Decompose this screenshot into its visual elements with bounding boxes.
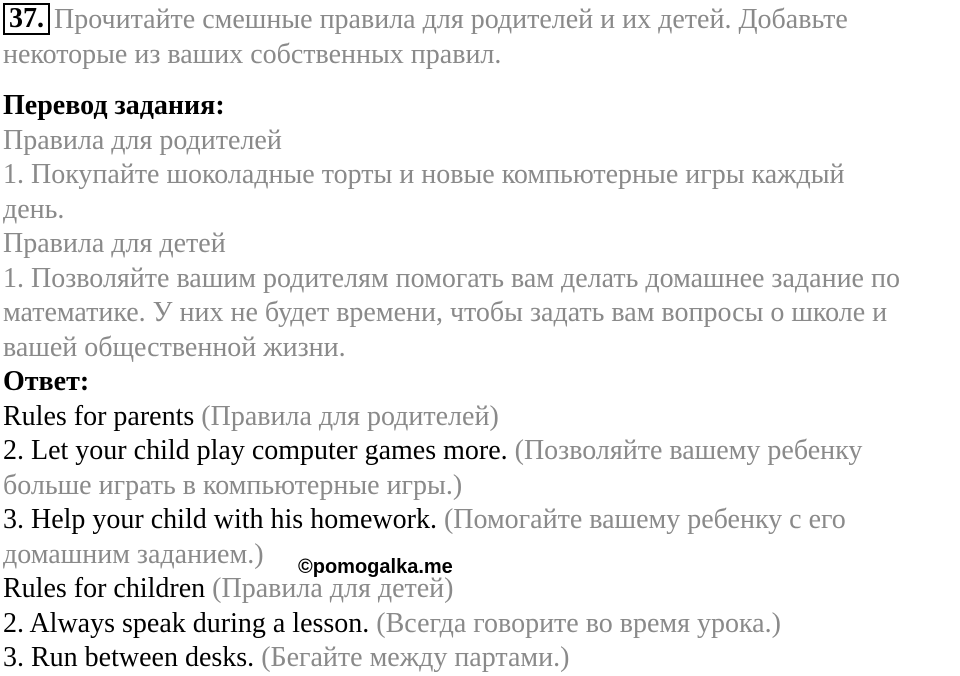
translation-parents-title: Правила для родителей bbox=[3, 124, 282, 156]
answer-heading: Ответ: bbox=[3, 366, 90, 397]
answer-children-title-ru: (Правила для детей) bbox=[212, 573, 454, 604]
answer-children-rule3-en: 3. Run between desks. bbox=[3, 642, 255, 673]
translation-children-title: Правила для детей bbox=[3, 228, 226, 259]
answer-parents-rule2-ru-2: больше играть в компьютерные игры.) bbox=[3, 469, 463, 501]
exercise-page bbox=[3, 3, 958, 676]
answer-children-rule3 bbox=[3, 641, 958, 676]
answer-parents-rule3-en: 3. Help your child with his homework. bbox=[3, 504, 437, 535]
answer-children-rule3-ru: (Бегайте между партами.) bbox=[261, 642, 570, 673]
task-text-1: Прочитайте смешные правила для родителей и их детей. Добавьте bbox=[54, 4, 848, 35]
answer-parents-rule3 bbox=[3, 503, 958, 538]
site-watermark: ©pomogalka.me bbox=[298, 556, 453, 578]
answer-children-title-en: Rules for children bbox=[3, 573, 206, 604]
answer-parents-title-ru: (Правила для родителей) bbox=[201, 400, 499, 432]
answer-parents-title bbox=[3, 400, 958, 435]
translation-parents-rule1-line1: 1. Покупайте шоколадные торты и новые компьютерные игры каждый bbox=[3, 159, 845, 190]
answer-children-title bbox=[3, 572, 958, 607]
task-number-badge: 37. bbox=[3, 3, 50, 35]
answer-children-rule2-en: 2. Always speak during a lesson. bbox=[3, 607, 370, 639]
answer-parents-rule2-ru-1: (Позволяйте вашему ребенку bbox=[514, 435, 863, 466]
translation-children-rule1-line3: вашей общественной жизни. bbox=[3, 331, 346, 363]
task-line-1 bbox=[3, 3, 958, 38]
answer-parents-title-en: Rules for parents bbox=[3, 400, 195, 432]
answer-parents-rule3-ru-2: домашним заданием.) bbox=[3, 538, 264, 570]
answer-children-rule2 bbox=[3, 607, 958, 642]
translation-children-rule1-line2: математике. У них не будет времени, чтобы задать вам вопросы о школе и bbox=[3, 297, 888, 328]
task-text-2: некоторые из ваших собственных правил. bbox=[3, 38, 502, 70]
spacer bbox=[3, 72, 958, 89]
answer-parents-rule3-ru-1: (Помогайте вашему ребенку с его bbox=[443, 504, 846, 535]
translation-parents-rule1-line2: день. bbox=[3, 193, 65, 225]
answer-parents-rule2 bbox=[3, 434, 958, 469]
translation-children-rule1-line1: 1. Позволяйте вашим родителям помогать вам делать домашнее задание по bbox=[3, 262, 900, 294]
answer-children-rule2-ru: (Всегда говорите во время урока.) bbox=[376, 607, 781, 639]
translation-heading: Перевод задания: bbox=[3, 90, 225, 121]
answer-parents-rule2-en: 2. Let your child play computer games more. bbox=[3, 435, 508, 466]
